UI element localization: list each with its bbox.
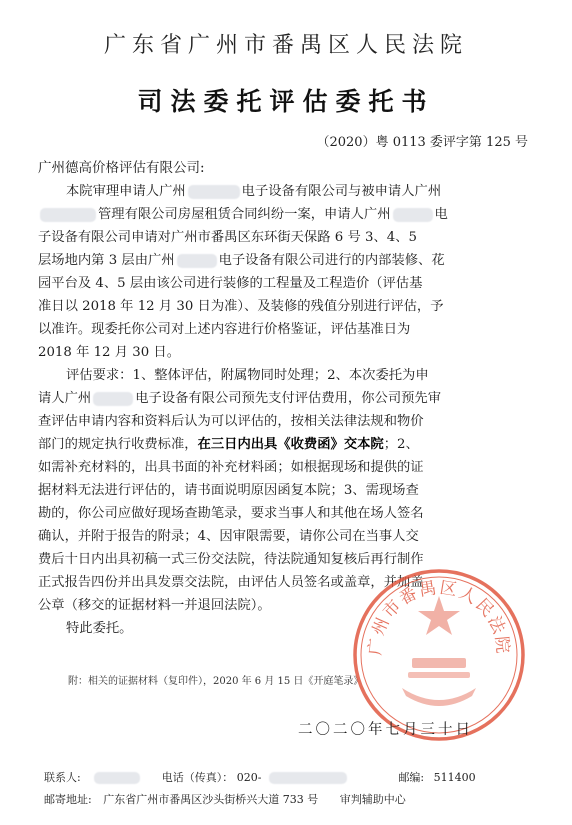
redaction-mark <box>393 208 433 222</box>
document-number: （2020）粤 0113 委评字第 125 号 <box>316 135 528 150</box>
department-name: 审判辅助中心 <box>339 793 406 806</box>
svg-text:广州市番禺区人民法院: 广州市番禺区人民法院 <box>365 578 513 657</box>
address-value: 广东省广州市番禺区沙头街桥兴大道 733 号 <box>103 793 319 806</box>
body-line: 确认，并附于报告的附录；4、因审限需要，请你公司在当事人交 <box>38 529 419 544</box>
redaction-mark <box>94 772 140 784</box>
body-line: 子设备有限公司申请对广州市番禺区东环街天保路 6 号 3、4、5 <box>38 230 417 245</box>
body-line: 费后十日内出具初稿一式三份交法院，待法院通知复核后再行制作 <box>38 552 424 567</box>
footer-contact-row <box>44 769 476 785</box>
emphasis-text: 在三日内出具《收费函》交本院 <box>197 437 384 452</box>
issue-date: 二〇二〇年七月三十日 <box>298 722 473 738</box>
body-line: 部门的规定执行收费标准，在三日内出具《收费函》交本院；2、 <box>38 437 419 452</box>
body-line: 如需补充材料的，出具书面的补充材料函；如根据现场和提供的证 <box>38 460 424 475</box>
footer-address-row <box>44 791 406 807</box>
postcode-label: 邮编: <box>398 771 425 784</box>
body-line: 评估要求：1、整体评估，附属物同时处理；2、本次委托为申 <box>66 368 429 383</box>
body-line: 请人广州 电子设备有限公司预先支付评估费用，你公司预先审 <box>38 391 442 406</box>
phone-value: 020- <box>236 771 262 784</box>
phone-label: 电话（传真）： <box>161 771 234 784</box>
redaction-mark <box>93 392 133 406</box>
body-line: 2018 年 12 月 30 日。 <box>38 345 180 360</box>
address-label: 邮寄地址: <box>44 793 92 806</box>
closing-line: 特此委托。 <box>66 621 133 636</box>
redaction-mark <box>40 208 96 222</box>
body-line: 据材料无法进行评估的，请书面说明原因函复本院；3、需现场查 <box>38 483 419 498</box>
postcode-value: 511400 <box>433 771 476 784</box>
redaction-mark <box>269 772 347 784</box>
redaction-mark <box>188 185 240 199</box>
body-line: 层场地内第 3 层由广州 电子设备有限公司进行的内部装修、花 <box>38 253 445 268</box>
letter-body <box>38 180 558 640</box>
body-line: 勘的，你公司应做好现场查勘笔录，要求当事人和其他在场人签名 <box>38 506 424 521</box>
body-line: 本院审理申请人广州 电子设备有限公司与被申请人广州 <box>66 184 442 199</box>
body-line: 准日以 2018 年 12 月 30 日为准）、及装修的残值分别进行评估，予 <box>38 299 444 314</box>
contact-label: 联系人: <box>44 771 81 784</box>
redaction-mark <box>177 254 217 268</box>
body-line: 公章（移交的证据材料一并退回法院）。 <box>38 598 271 613</box>
body-line: 以准许。现委托你公司对上述内容进行价格鉴证，评估基准日为 <box>38 322 411 337</box>
court-name-heading: 广东省广州市番禺区人民法院 <box>103 33 468 58</box>
attachment-note: 附：相关的证据材料（复印件），2020 年 6 月 15 日《开庭笔录》 <box>68 676 364 687</box>
body-line: 管理有限公司房屋租赁合同纠纷一案，申请人广州 电 <box>38 203 558 226</box>
recipient-name: 广州德高价格评估有限公司: <box>38 160 205 176</box>
body-line: 正式报告四份并出具发票交法院，由评估人员签名或盖章，并加盖 <box>38 575 424 590</box>
document-title: 司法委托评估委托书 <box>137 87 435 116</box>
body-line: 查评估申请内容和资料后认为可以评估的，按相关法律法规和物价 <box>38 414 424 429</box>
body-line: 园平台及 4、5 层由该公司进行装修的工程量及工程造价（评估基 <box>38 276 423 291</box>
